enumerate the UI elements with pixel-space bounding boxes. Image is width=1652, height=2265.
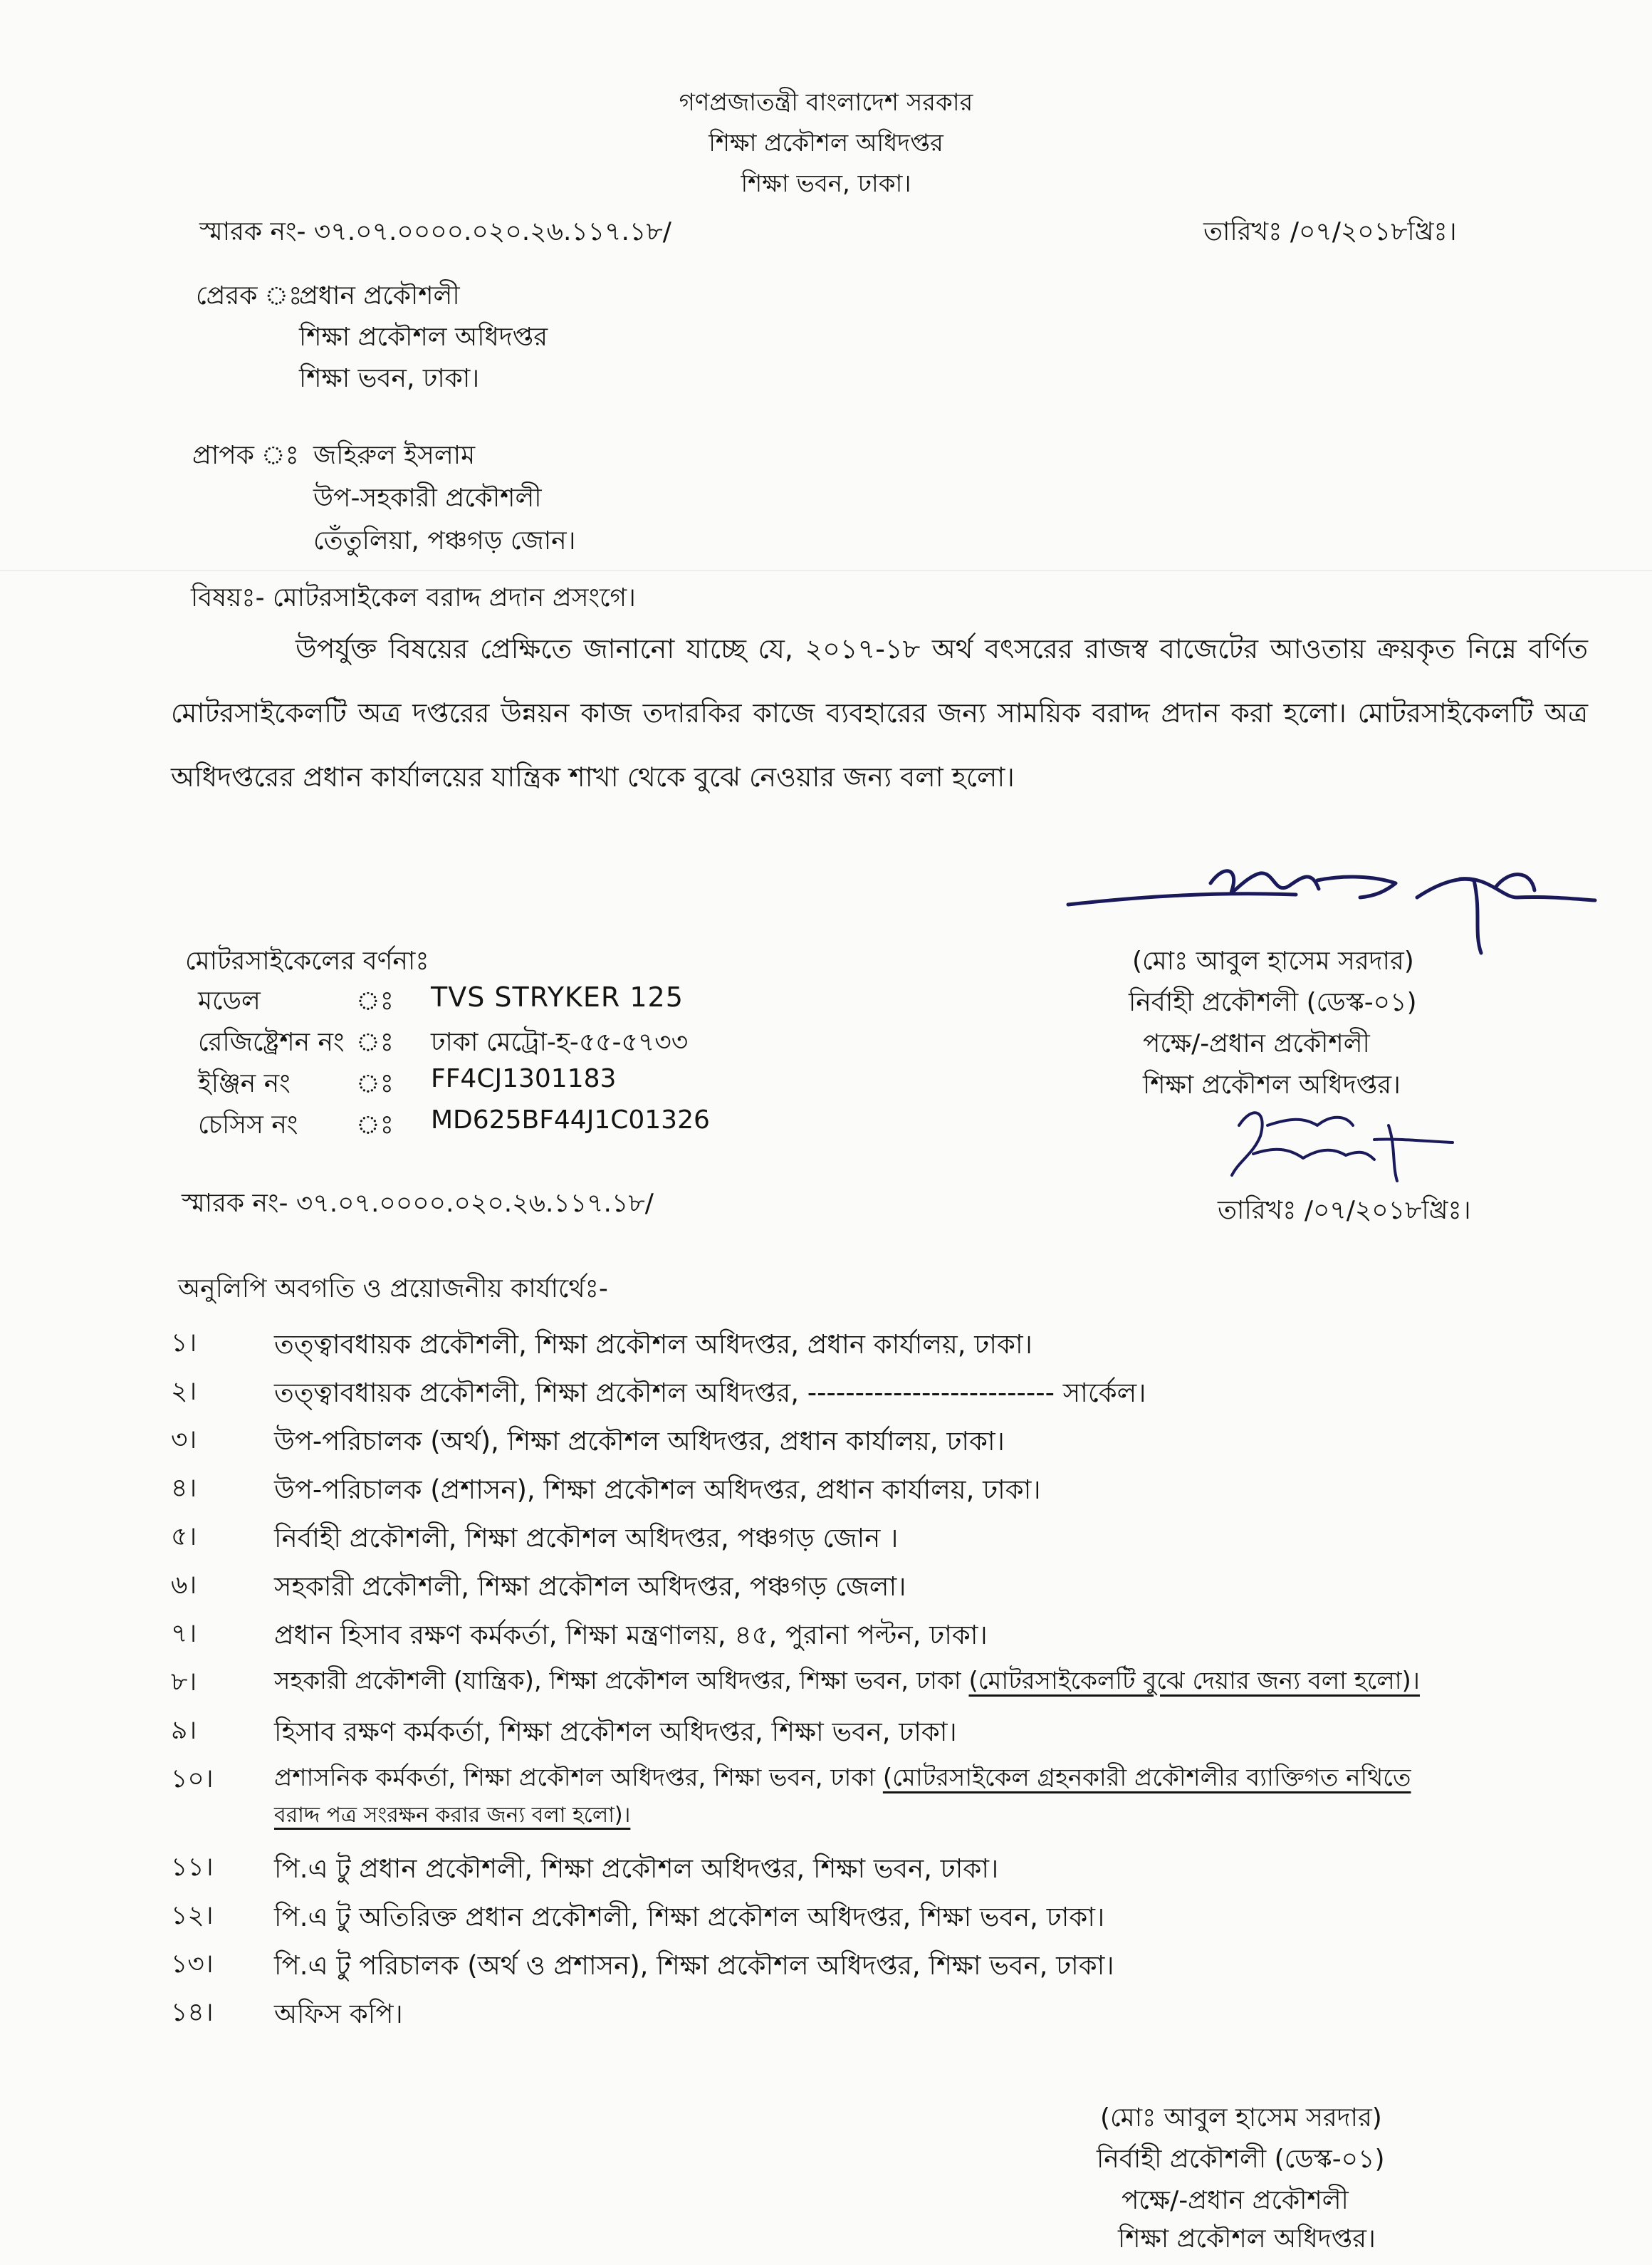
- motorcycle-chassis-sep: ঃ: [356, 1110, 394, 1140]
- copy-item-text: পি.এ টু পরিচালক (অর্থ ও প্রশাসন), শিক্ষা প্রকৌশল অধিদপ্তর, শিক্ষা ভবন, ঢাকা।: [274, 1950, 1114, 1981]
- sender-line2: শিক্ষা প্রকৌশল অধিদপ্তর: [299, 323, 548, 352]
- signatory-title: নির্বাহী প্রকৌশলী (ডেস্ক-০১): [1129, 988, 1417, 1017]
- sender-line1: প্রধান প্রকৌশলী: [299, 281, 460, 311]
- copy-item-text: প্রধান হিসাব রক্ষণ কর্মকর্তা, শিক্ষা মন্ত্রণালয়, ৪৫, পুরানা পল্টন, ঢাকা।: [274, 1620, 988, 1650]
- motorcycle-heading: মোটরসাইকেলের বর্ণনাঃ: [185, 947, 429, 976]
- copy-item-number: ৭।: [171, 1619, 197, 1648]
- memo-number: স্মারক নং- ৩৭.০৭.০০০০.০২০.২৬.১১৭.১৮/: [199, 217, 671, 246]
- motorcycle-chassis-value: MD625BF44J1C01326: [431, 1105, 710, 1135]
- govt-heading: গণপ্রজাতন্ত্রী বাংলাদেশ সরকার: [679, 88, 973, 117]
- copy-item-text: সহকারী প্রকৌশলী, শিক্ষা প্রকৌশল অধিদপ্তর, পঞ্চগড় জেলা।: [274, 1571, 906, 1602]
- motorcycle-engine-sep: ঃ: [356, 1069, 394, 1098]
- copy-item-note: (মোটরসাইকেল গ্রহনকারী প্রকৌশলীর ব্যাক্তিগত নথিতে: [882, 1764, 1411, 1792]
- signatory-office-bottom: শিক্ষা প্রকৌশল অধিদপ্তর।: [1118, 2224, 1376, 2254]
- signatory-name-bottom: (মোঃ আবুল হাসেম সরদার): [1100, 2103, 1382, 2133]
- copy-item-number: ১২।: [171, 1901, 214, 1930]
- copy-item-text: [274, 1662, 1420, 1703]
- copy-item-note-continued: বরাদ্দ পত্র সংরক্ষন করার জন্য বলা হলো)।: [274, 1803, 631, 1828]
- copy-item-number: ১১।: [171, 1853, 214, 1882]
- subject-line: বিষয়ঃ- মোটরসাইকেল বরাদ্দ প্রদান প্রসংগে।: [191, 583, 636, 613]
- motorcycle-reg-value: ঢাকা মেট্রো-হ-৫৫-৫৭৩৩: [431, 1028, 689, 1057]
- copy-item-text: উপ-পরিচালক (অর্থ), শিক্ষা প্রকৌশল অধিদপ্তর, প্রধান কার্যালয়, ঢাকা।: [274, 1426, 1005, 1457]
- copy-item-number: ৫।: [171, 1522, 197, 1551]
- signatory-name: (মোঃ আবুল হাসেম সরদার): [1132, 947, 1414, 976]
- motorcycle-model-value: TVS STRYKER 125: [431, 982, 684, 1013]
- copy-item-number: ৩।: [171, 1425, 197, 1454]
- memo-number-copy: স্মারক নং- ৩৭.০৭.০০০০.০২০.২৬.১১৭.১৮/: [182, 1189, 654, 1218]
- copy-item-text: তত্ত্বাবধায়ক প্রকৌশলী, শিক্ষা প্রকৌশল অধিদপ্তর, -------------------------- সার্কেল।: [274, 1378, 1146, 1408]
- initials-signature: [1211, 1097, 1481, 1189]
- motorcycle-reg-sep: ঃ: [356, 1028, 394, 1057]
- memo-date: তারিখঃ /০৭/২০১৮খ্রিঃ।: [1203, 217, 1457, 246]
- copy-item-number: ২।: [171, 1377, 197, 1406]
- copy-item-text: উপ-পরিচালক (প্রশাসন), শিক্ষা প্রকৌশল অধিদপ্তর, প্রধান কার্যালয়, ঢাকা।: [274, 1474, 1041, 1505]
- copy-item-number: ৬।: [171, 1571, 197, 1600]
- signatory-on-behalf-bottom: পক্ষে/-প্রধান প্রকৌশলী: [1122, 2186, 1349, 2215]
- copy-item-number: ৮।: [171, 1667, 197, 1697]
- signatory-office: শিক্ষা প্রকৌশল অধিদপ্তর।: [1143, 1071, 1401, 1100]
- signatory-on-behalf: পক্ষে/-প্রধান প্রকৌশলী: [1143, 1029, 1370, 1058]
- copy-item-number: ৯।: [171, 1716, 197, 1745]
- copy-item-number: ১০।: [171, 1764, 214, 1793]
- sender-label: প্রেরক ঃ: [196, 281, 303, 311]
- motorcycle-model-label: মডেল: [198, 986, 261, 1016]
- motorcycle-chassis-label: চেসিস নং: [198, 1110, 298, 1140]
- address-heading: শিক্ষা ভবন, ঢাকা।: [741, 170, 911, 198]
- copy-item-number: ১৩।: [171, 1949, 214, 1979]
- copy-item-text: পি.এ টু অতিরিক্ত প্রধান প্রকৌশলী, শিক্ষা প্রকৌশল অধিদপ্তর, শিক্ষা ভবন, ঢাকা।: [274, 1902, 1105, 1932]
- signatory-title-bottom: নির্বাহী প্রকৌশলী (ডেস্ক-০১): [1097, 2145, 1385, 2174]
- body-paragraph: উপর্যুক্ত বিষয়ের প্রেক্ষিতে জানানো যাচ্ছে যে, ২০১৭-১৮ অর্থ বৎসরের রাজস্ব বাজেটের আওতায় ক্রয়কৃত নিম্নে বর্ণিত মোটরসাইকেলটি অত্র দপ্তরের উন্নয়ন কাজ তদারকির কাজে ব্যবহারের জন্য সাময়িক বরাদ্দ প্রদান করা হলো। মোটরসাইকেলটি অত্র অধিদপ্তরের প্রধান কার্যালয়ের যান্ত্রিক শাখা থেকে বুঝে নেওয়ার জন্য বলা হলো।: [171, 633, 1588, 793]
- recipient-label: প্রাপক ঃ: [192, 441, 299, 470]
- motorcycle-model-sep: ঃ: [356, 986, 394, 1016]
- copy-item-text: অফিস কপি।: [274, 1999, 403, 2029]
- motorcycle-engine-label: ইঞ্জিন নং: [198, 1069, 291, 1098]
- copy-item-text: পি.এ টু প্রধান প্রকৌশলী, শিক্ষা প্রকৌশল অধিদপ্তর, শিক্ষা ভবন, ঢাকা।: [274, 1853, 999, 1884]
- sender-line3: শিক্ষা ভবন, ঢাকা।: [299, 364, 480, 393]
- copy-item-number: ৪।: [171, 1474, 197, 1503]
- copy-item-text: হিসাব রক্ষণ কর্মকর্তা, শিক্ষা প্রকৌশল অধিদপ্তর, শিক্ষা ভবন, ঢাকা।: [274, 1717, 957, 1747]
- recipient-line3: তেঁতুলিয়া, পঞ্চগড় জোন।: [313, 526, 576, 556]
- recipient-line2: উপ-সহকারী প্রকৌশলী: [313, 484, 542, 513]
- copy-item-text: তত্ত্বাবধায়ক প্রকৌশলী, শিক্ষা প্রকৌশল অধিদপ্তর, প্রধান কার্যালয়, ঢাকা।: [274, 1329, 1032, 1360]
- copy-item-main: প্রশাসনিক কর্মকর্তা, শিক্ষা প্রকৌশল অধিদপ্তর, শিক্ষা ভবন, ঢাকা: [274, 1764, 876, 1792]
- copy-item-number: ১৪।: [171, 1998, 214, 2027]
- motorcycle-reg-label: রেজিষ্ট্রেশন নং: [198, 1028, 345, 1057]
- copy-item-main: সহকারী প্রকৌশলী (যান্ত্রিক), শিক্ষা প্রকৌশল অধিদপ্তর, শিক্ষা ভবন, ঢাকা: [274, 1667, 961, 1695]
- motorcycle-engine-value: FF4CJ1301183: [431, 1064, 617, 1093]
- copy-item-text: [274, 1759, 1411, 1800]
- paper-fold-line: [0, 570, 1652, 571]
- copy-heading: অনুলিপি অবগতি ও প্রয়োজনীয় কার্যার্থেঃ-: [178, 1274, 608, 1303]
- copy-item-number: ১।: [171, 1328, 197, 1358]
- recipient-line1: জহিরুল ইসলাম: [313, 441, 476, 470]
- copy-item-note: (মোটরসাইকেলটি বুঝে দেয়ার জন্য বলা হলো)।: [968, 1667, 1420, 1695]
- memo-date-copy: তারিখঃ /০৭/২০১৮খ্রিঃ।: [1218, 1196, 1471, 1225]
- department-heading: শিক্ষা প্রকৌশল অধিদপ্তর: [709, 129, 943, 157]
- copy-item-text: নির্বাহী প্রকৌশলী, শিক্ষা প্রকৌশল অধিদপ্তর, পঞ্চগড় জোন ।: [274, 1523, 899, 1553]
